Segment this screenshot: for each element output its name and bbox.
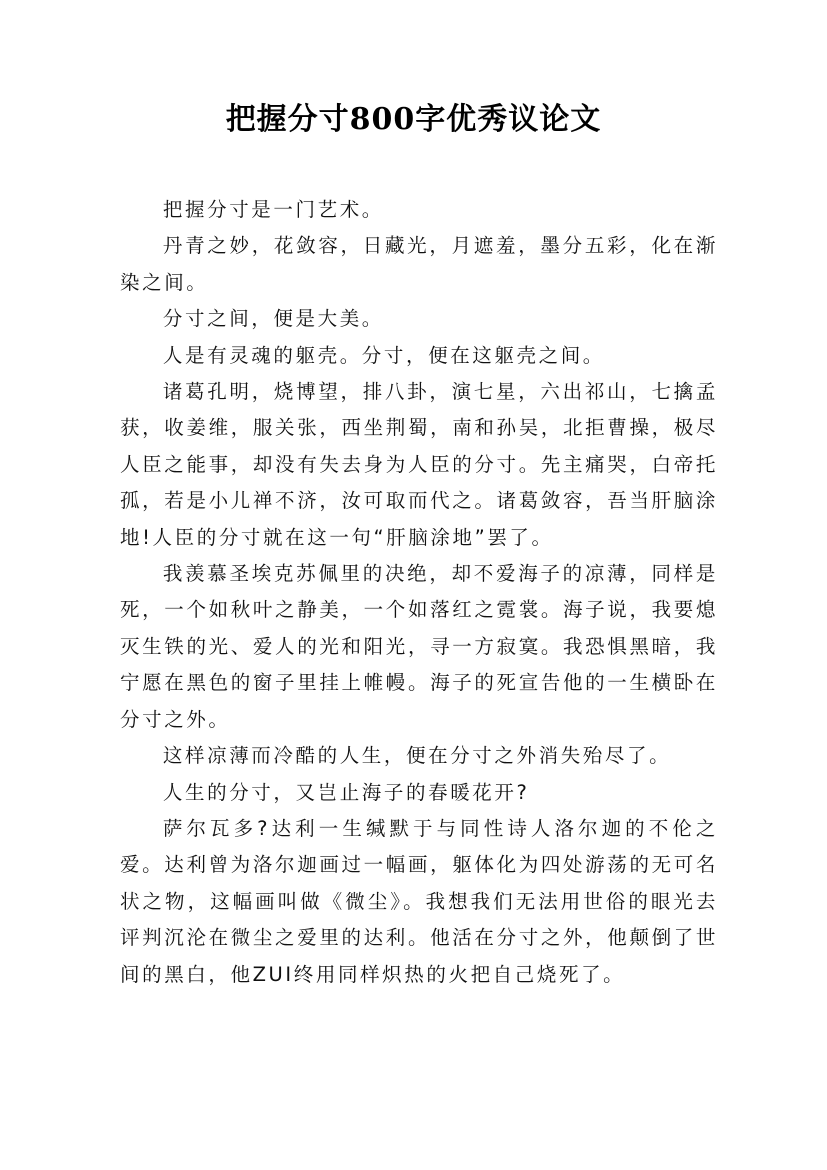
paragraph: 我羡慕圣埃克苏佩里的决绝，却不爱海子的凉薄，同样是死，一个如秋叶之静美，一个如落红之霓裳。海子说，我要熄灭生铁的光、爱人的光和阳光，寻一方寂寞。我恐惧黑暗，我宁愿在黑色的窗子里挂上帷幔。海子的死宣告他的一生横卧在分寸之外。 <box>120 562 718 731</box>
document-body <box>120 192 718 993</box>
paragraph: 分寸之间，便是大美。 <box>162 307 384 331</box>
paragraph: 把握分寸是一门艺术。 <box>162 198 384 221</box>
paragraph: 萨尔瓦多?达利一生缄默于与同性诗人洛尔迦的不伦之爱。达利曾为洛尔迦画过一幅画，躯体化为四处游荡的无可名状之物，这幅画叫做《微尘》。我想我们无法用世俗的眼光去评判沉沦在微尘之爱里的达利。他活在分寸之外，他颠倒了世间的黑白，他ZUI终用同样炽热的火把自己烧死了。 <box>120 816 718 986</box>
document-title: 把握分寸800字优秀议论文 <box>225 102 602 137</box>
paragraph: 诸葛孔明，烧博望，排八卦，演七星，六出祁山，七擒孟获，收姜维，服关张，西坐荆蜀，南和孙吴，北拒曹操，极尽人臣之能事，却没有失去身为人臣的分寸。先主痛哭，白帝托孤，若是小儿禅不济，汝可取而代之。诸葛敛容，吾当肝脑涂地!人臣的分寸就在这一句“肝脑涂地”罢了。 <box>120 380 718 549</box>
paragraph: 人是有灵魂的躯壳。分寸，便在这躯壳之间。 <box>162 343 605 367</box>
paragraph: 人生的分寸，又岂止海子的春暖花开? <box>162 780 530 804</box>
paragraph: 这样凉薄而冷酷的人生，便在分寸之外消失殆尽了。 <box>162 744 672 768</box>
paragraph: 丹青之妙，花敛容，日藏光，月遮羞，墨分五彩，化在渐染之间。 <box>120 234 718 294</box>
